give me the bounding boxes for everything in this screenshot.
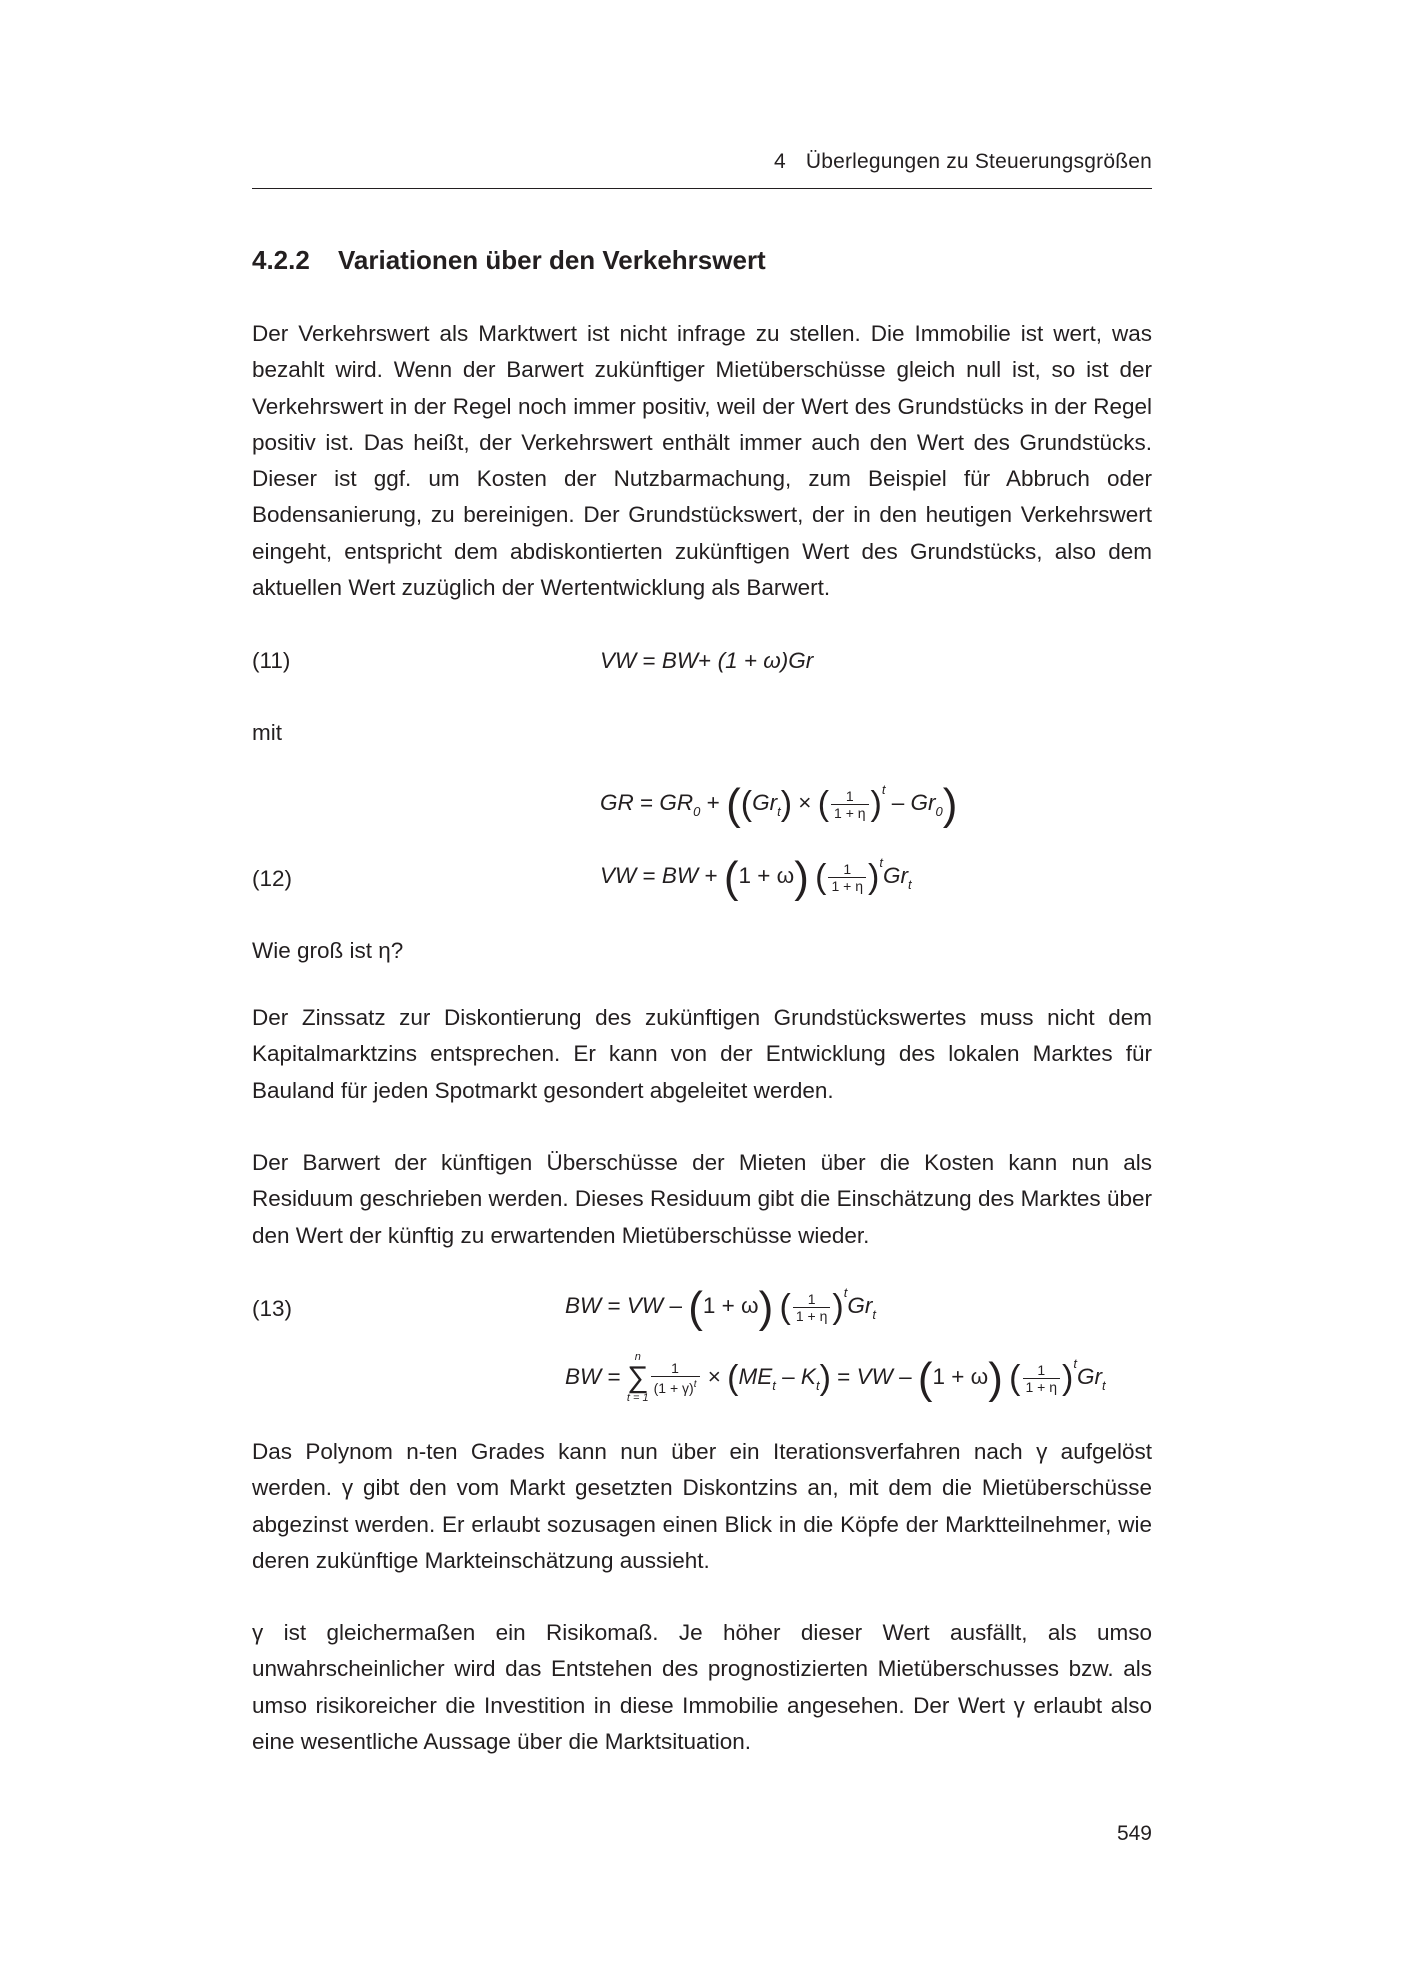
eq-term: Gr [752, 790, 778, 815]
paragraph-1: Der Verkehrswert als Marktwert ist nicht infrage zu stellen. Die Immobilie ist wert, was bezahlt wird. Wenn der Barwert zukünftiger Mietüberschüsse gleich null ist, so ist der Verkehrswert in der Regel noch immer positiv, weil der Wert des Grundstücks in der Regel positiv ist. Das heißt, der Verkehrswert enthält immer auch den Wert des Grundstücks. Dieser ist ggf. um Kosten der Nutzbarmachung, zum Beispiel für Abbruch oder Bodensanierung, zu bereinigen. Der Grundstückswert, der in den heutigen Verkehrswert eingeht, entspricht dem abdiskontierten zukünftigen Wert des Grundstücks, also dem aktuellen Wert zuzüglich der Wertentwicklung als Barwert. [252, 321, 1152, 601]
paragraph-3: Der Barwert der künftigen Überschüsse der Mieten über die Kosten kann nun als Residuum geschrieben werden. Dieses Residuum gibt die Einschätzung des Marktes über den Wert der künftig zu erwartenden Mietüberschüsse wieder. [252, 1150, 1152, 1248]
eq-subscript: t [907, 877, 912, 892]
eq-term: Gr [847, 1293, 873, 1318]
chapter-number: 4 [773, 150, 786, 173]
section-number: 4.2.2 [252, 245, 310, 275]
eq-term: Gr [910, 790, 936, 815]
eq-term: (1 + ω) [717, 648, 789, 673]
page-number: 549 [1116, 1822, 1152, 1845]
eq-op: + [706, 790, 720, 815]
equation-13b: BW = n ∑ t = 1 $\frac{1}{(1 + \gamma)^t}$ × $(ME_t - K_t)$ = VW – (1 + ω) ( $\frac{1}{1 + \eta}$ )$^tGr_t$ [565, 1351, 1106, 1404]
equation-gr: GR = $GR_0 + ((Gr_t)$ × ( $\frac{1}{1 + \eta}$ )$^t - Gr_0$) [600, 780, 958, 829]
paragraph-4: Das Polynom n-ten Grades kann nun über ein Iterationsverfahren nach γ aufgelöst werden. γ gibt den vom Markt gesetzten Diskontzins an, mit dem die Mietüberschüsse abgezinst werden. Er erlaubt sozusagen einen Blick in die Köpfe der Marktteilnehmer, wie deren zukünftige Markteinschätzung aussieht. [252, 1439, 1152, 1573]
eq-op: + [704, 863, 718, 888]
eq-op: = [642, 648, 656, 673]
eq-superscript: t [1073, 1355, 1077, 1371]
eq-term: Gr [1076, 1363, 1102, 1389]
equation-12: VW = BW + (1 + ω) ( $\frac{1}{1 + \eta}$ )$^tGr_t$ [600, 853, 912, 902]
eq-term: GR [659, 790, 694, 815]
eq-op: – [899, 1363, 912, 1389]
eq-fraction: $\frac{1}{1 + \eta}$ [831, 788, 869, 821]
paragraph-2: Der Zinssatz zur Diskontierung des zukünftigen Grundstückswertes muss nicht dem Kapitalmarktzins entsprechen. Er kann von der Entwicklung des lokalen Marktes für Bauland für jeden Spotmarkt gesondert abgeleitet werden. [252, 1005, 1152, 1103]
eq-subscript: t [1101, 1377, 1106, 1393]
eq-fraction: $\frac{1}{1 + \eta}$ [793, 1291, 831, 1324]
eq-term: 1 + ω [738, 863, 795, 888]
eq-term: BW [661, 863, 699, 888]
eq-op: = [640, 790, 654, 815]
eq-op: + [698, 648, 712, 673]
eq-op: × [798, 790, 812, 815]
eq-op: = [607, 1363, 621, 1389]
eq-fraction: $\frac{1}{(1 + \gamma)^t}$ [651, 1360, 700, 1396]
eq-term: VW [626, 1293, 664, 1318]
eq-term: VW [856, 1363, 893, 1389]
question-line: Wie groß ist η? [252, 938, 404, 963]
mit-label: mit [252, 720, 282, 745]
equation-13-number: (13) [252, 1296, 293, 1321]
eq-op: – [782, 1363, 795, 1389]
paragraph-5: γ ist gleichermaßen ein Risikomaß. Je höher dieser Wert ausfällt, als umso unwahrscheinlicher wird das Entstehen des prognostizierten Mietüberschusses bzw. als umso risikoreicher die Investition in diese Immobilie angesehen. Der Wert γ erlaubt also eine wesentliche Aussage über die Marktsituation. [252, 1620, 1152, 1754]
eq-op: × [707, 1363, 721, 1389]
header-rule [252, 188, 1152, 189]
eq-subscript: t [772, 1377, 776, 1393]
eq-fraction: $\frac{1}{1 + \eta}$ [828, 861, 866, 894]
equation-11 [600, 648, 813, 674]
eq-term: BW [565, 1293, 602, 1318]
eq-term: Gr [882, 863, 908, 888]
chapter-title: Überlegungen zu Steuerungsgrößen [805, 150, 1152, 173]
eq-term: BW [565, 1363, 602, 1389]
eq-op: – [891, 790, 905, 815]
eq-term: BW [661, 648, 699, 673]
eq-op: = [642, 863, 656, 888]
eq-subscript: t [815, 1377, 820, 1393]
equation-12-number: (12) [252, 866, 293, 891]
eq-term: K [800, 1363, 816, 1389]
eq-term: 1 + ω [932, 1363, 989, 1389]
eq-op: = [607, 1293, 621, 1318]
eq-subscript: t [777, 804, 781, 819]
sum-symbol: n ∑ t = 1 [626, 1351, 649, 1404]
eq-term: VW [600, 863, 637, 888]
eq-subscript: t [872, 1307, 876, 1322]
eq-fraction: $\frac{1}{1 + \eta}$ [1023, 1362, 1061, 1395]
section-title: Variationen über den Verkehrswert [338, 245, 766, 275]
section-heading [252, 245, 766, 276]
eq-subscript: 0 [693, 804, 701, 819]
eq-superscript: t [843, 1285, 848, 1300]
eq-term: ME [738, 1363, 773, 1389]
running-head [252, 150, 1152, 174]
eq-term: 1 + ω [702, 1293, 759, 1318]
eq-op: = [837, 1363, 851, 1389]
equation-13a: BW = VW – (1 + ω) ( $\frac{1}{1 + \eta}$ )$^tGr_t$ [565, 1283, 876, 1332]
eq-superscript: t [879, 855, 883, 870]
eq-subscript: 0 [935, 804, 943, 819]
eq-op: – [669, 1293, 682, 1318]
eq-term: Gr [788, 648, 814, 673]
eq-term: VW [600, 648, 637, 673]
equation-11-number: (11) [252, 648, 291, 673]
eq-superscript: t [881, 782, 886, 797]
eq-term: GR [600, 790, 634, 815]
